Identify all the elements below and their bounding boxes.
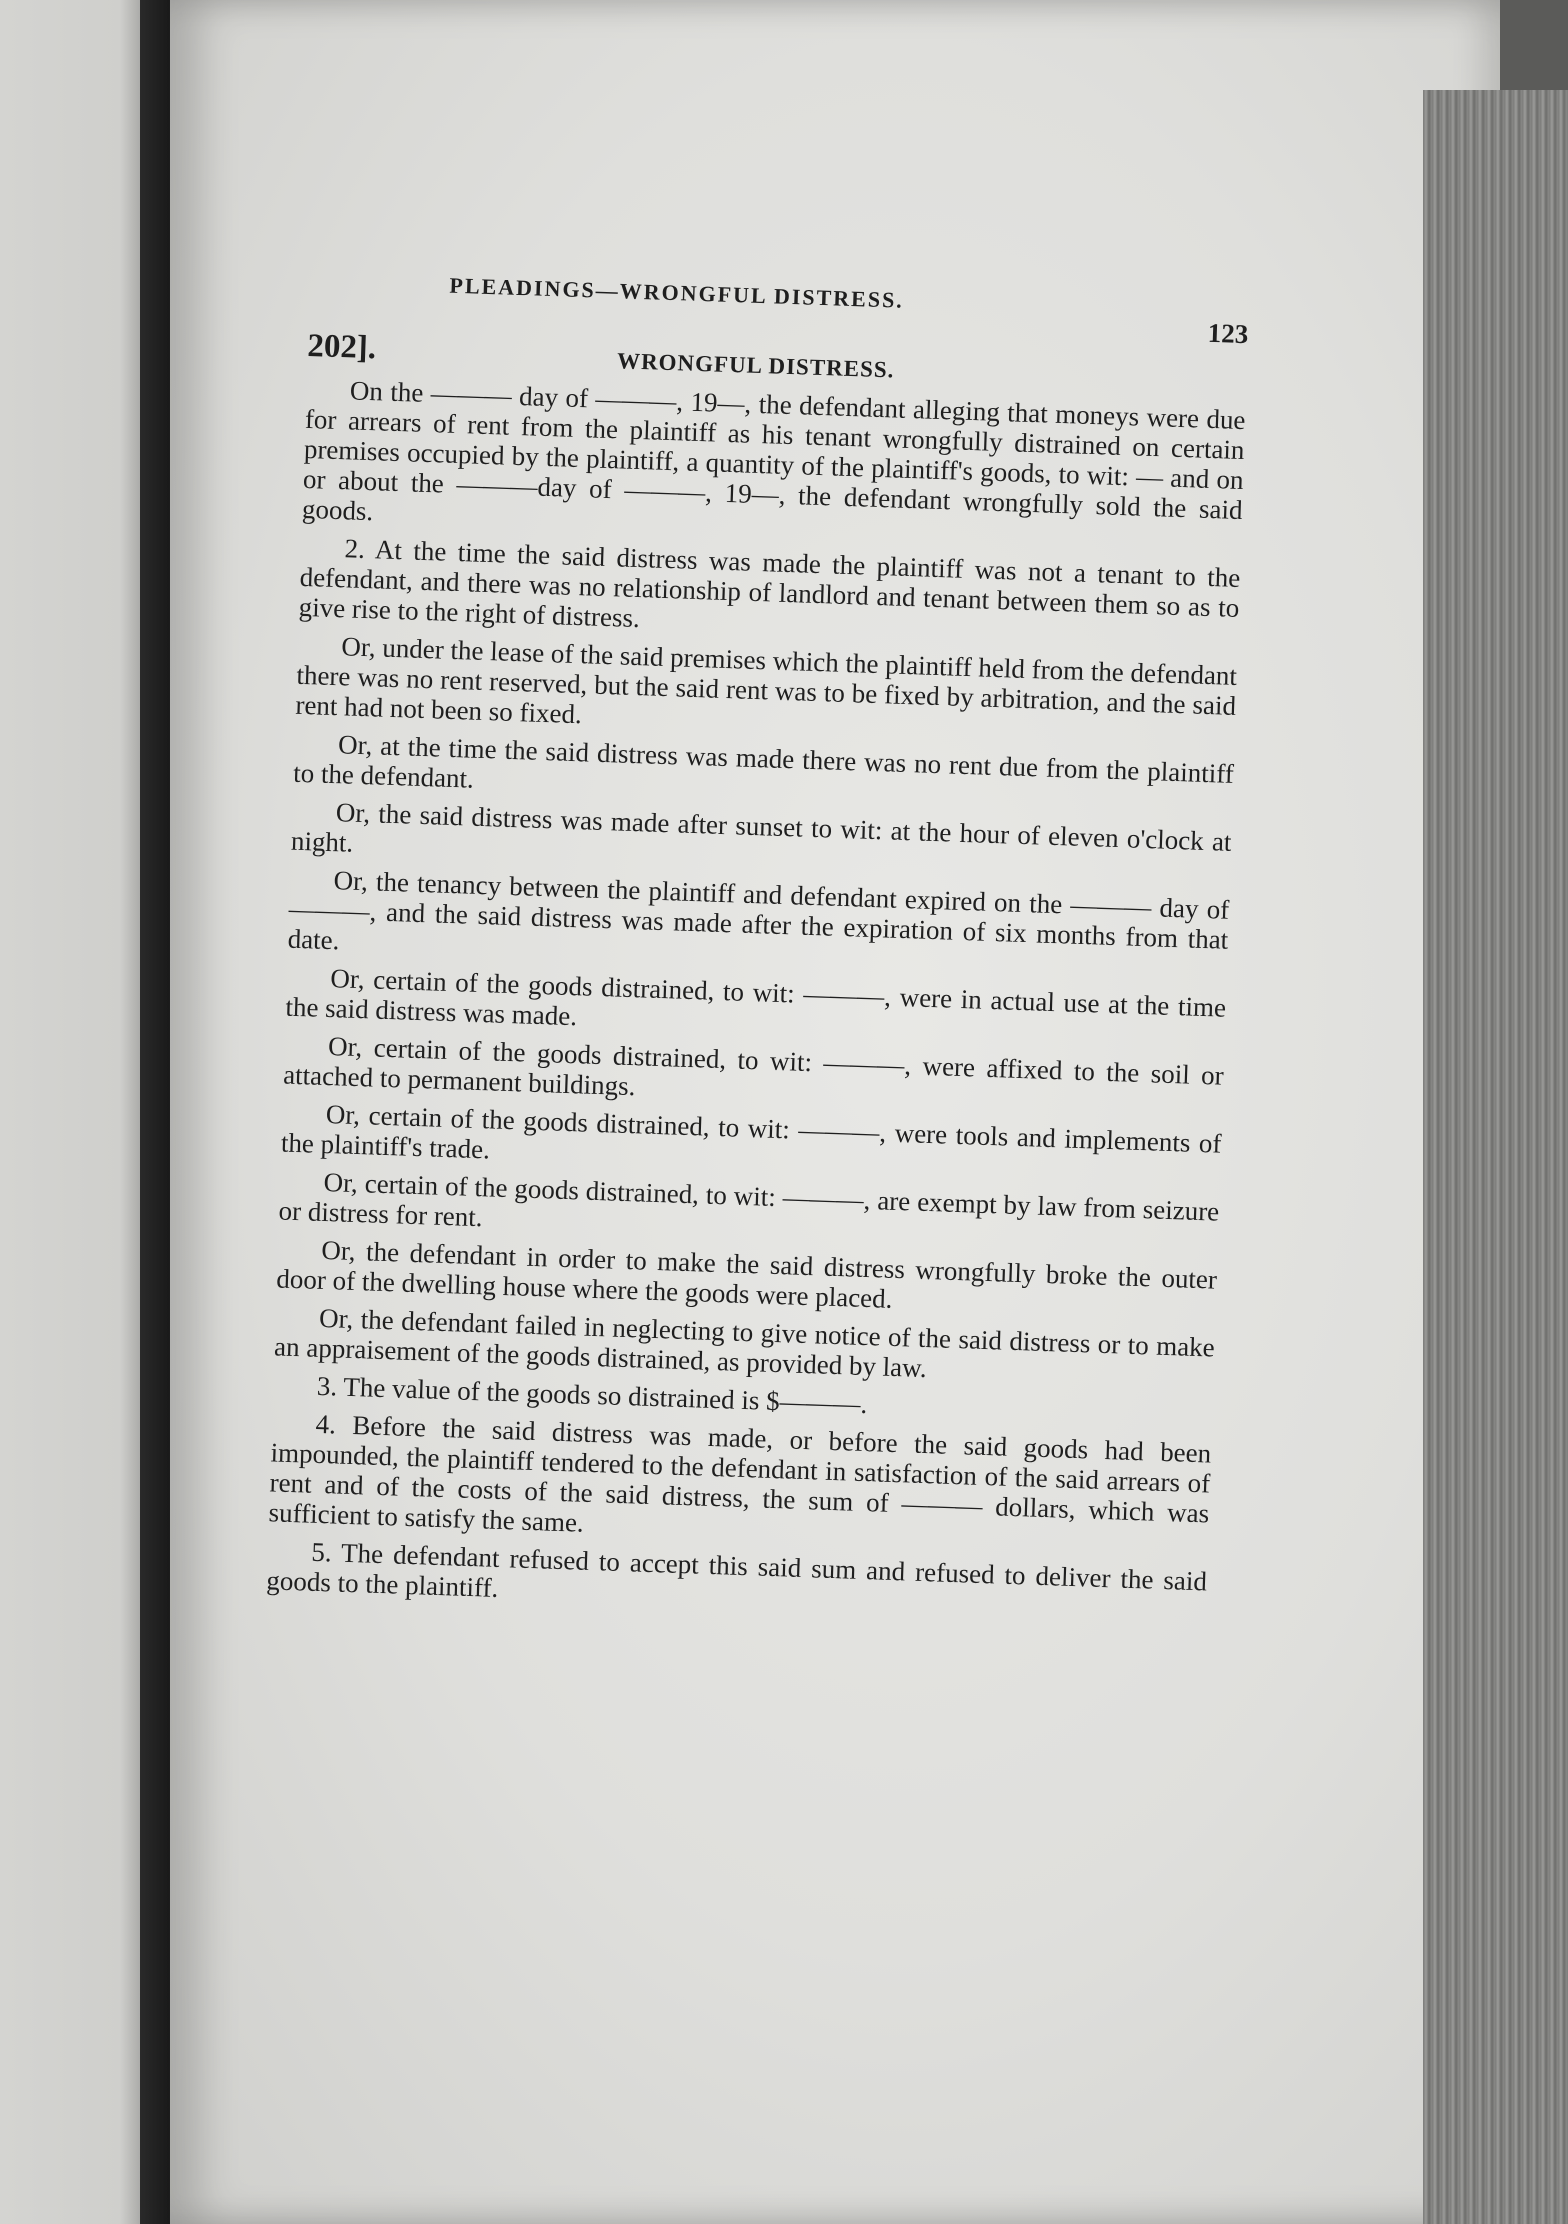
page-content <box>266 268 1250 1634</box>
paragraph: 4. Before the said distress was made, or before the said goods had been impounded, the plaintiff tendered to the defendant in satisfaction of the said arrears of rent and of the costs of the said distress, the sum of ——— dollars, which was sufficient to satisfy the same. <box>268 1408 1212 1538</box>
running-title: PLEADINGS—WRONGFUL DISTRESS. <box>449 272 905 313</box>
paragraph: Or, certain of the goods distrained, to wit: ———, were affixed to the soil or attached to permanent buildings. <box>282 1031 1225 1102</box>
paragraph: Or, certain of the goods distrained, to wit: ———, are exempt by law from seizure or distress for rent. <box>278 1166 1220 1233</box>
paragraph: 5. The defendant refused to accept this said sum and refused to deliver the said goods to the plaintiff. <box>265 1536 1208 1603</box>
paragraph: 3. The value of the goods so distrained is $———. <box>316 1370 868 1420</box>
paragraph: Or, certain of the goods distrained, to wit: ———, were in actual use at the time the said distress was made. <box>285 963 1227 1032</box>
paragraph: Or, the defendant failed in neglecting to give notice of the said distress or to make an appraisement of the goods distrained, as provided by law. <box>273 1302 1216 1384</box>
paragraph: Or, the said distress was made after sunset to wit: at the hour of eleven o'clock at night. <box>290 797 1232 858</box>
page-edges <box>1423 90 1568 2224</box>
paragraph: On the ——— day of ———, 19—, the defendant alleging that moneys were due for arrears of rent from the plaintiff as his tenant wrongfully distrained on certain premises occupied by the plaintiff, a quantity of the plaintiff's goods, to wit: — and on or about the ———day of ———, 19—, the defendant wrongfully sold the said goods. <box>301 375 1246 527</box>
paragraph: Or, the defendant in order to make the said distress wrongfully broke the outer door of the dwelling house where the goods were placed. <box>275 1234 1218 1314</box>
body-text <box>266 374 1246 1626</box>
section-title: WRONGFUL DISTRESS. <box>616 348 895 383</box>
page-number: 123 <box>1207 317 1249 350</box>
paragraph: Or, under the lease of the said premises which the plaintiff held from the defendant there was no rent reserved, but the said rent was to be fixed by arbitration, and the said rent had not been so fixed. <box>295 631 1238 730</box>
section-number: 202]. <box>306 327 377 367</box>
facing-page-edge <box>0 0 150 2224</box>
paragraph: Or, the tenancy between the plaintiff and defendant expired on the ——— day of ———, and the said distress was made after the expiration of six months from that date. <box>287 865 1230 956</box>
paragraph: 2. At the time the said distress was made the plaintiff was not a tenant to the defendant, and there was no relationship of landlord and tenant between them so as to give rise to the right of distress. <box>298 533 1241 634</box>
paragraph: Or, certain of the goods distrained, to wit: ———, were tools and implements of the plaintiff's trade. <box>280 1099 1222 1165</box>
paragraph: Or, at the time the said distress was made there was no rent due from the plaintiff to the defendant. <box>292 729 1235 794</box>
